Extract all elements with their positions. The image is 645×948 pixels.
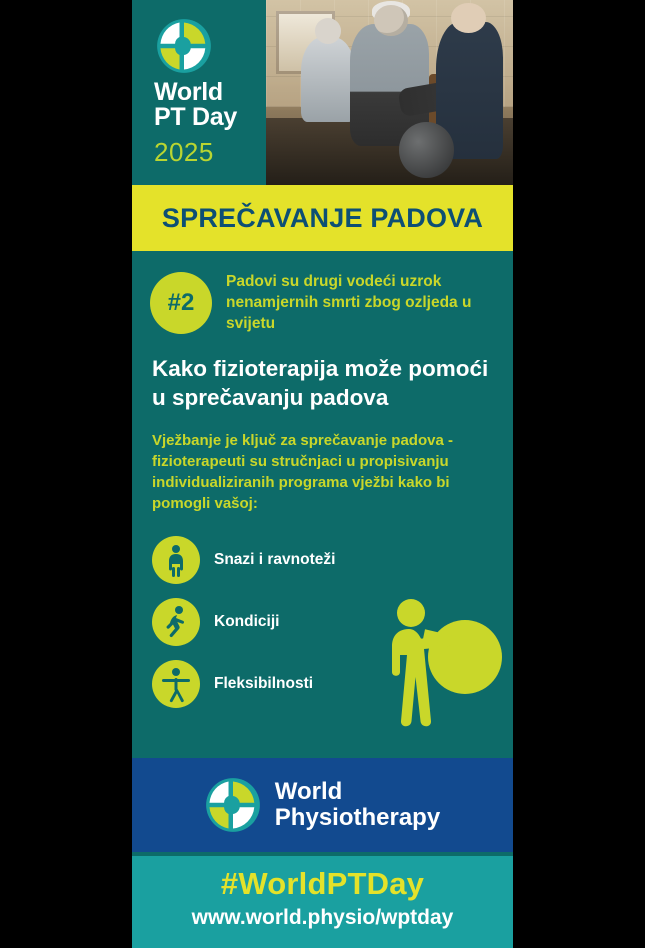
hashtag: #WorldPTDay [220, 866, 425, 901]
statistic-rank-badge: #2 [150, 272, 212, 334]
world-pt-day-logo [132, 0, 266, 185]
list-item [152, 536, 513, 584]
person-balance-icon [152, 536, 200, 584]
lead-paragraph: Vježbanje je ključ za sprečavanje padova - fizioterapeuti su stručnjaci u propisivanju individualiziranih programa vježbi kako bi pomogli vašoj: [152, 432, 453, 512]
wordmark-line2: PT Day [154, 103, 237, 131]
benefit-list [132, 514, 513, 708]
photo-exercise-ball [399, 122, 453, 178]
wordmark-line1: World [154, 78, 223, 106]
person-running-icon [152, 598, 200, 646]
header-photo [266, 0, 513, 185]
page-title: SPREČAVANJE PADOVA [161, 202, 484, 233]
world-pt-day-logo-mark [156, 18, 212, 74]
world-pt-day-wordmark [154, 80, 237, 130]
section-heading: Kako fizioterapija može pomoći u sprečavanju padova [152, 356, 489, 410]
person-stretching-icon [152, 660, 200, 708]
footer-bar [132, 856, 513, 948]
statistic-block [132, 255, 513, 334]
list-item-label: Snazi i ravnoteži [214, 551, 336, 568]
brand-line2: Physiotherapy [274, 804, 441, 831]
brand-line1: World [274, 778, 343, 805]
list-item-label: Fleksibilnosti [214, 675, 314, 692]
statistic-text: Padovi su drugi vodeći uzrok nenamjernih smrti zbog ozljeda u svijetu [226, 273, 472, 332]
logo-year: 2025 [154, 137, 214, 167]
poster-header [132, 0, 513, 185]
title-bar [132, 185, 513, 251]
poster-body [132, 255, 513, 758]
list-item-label: Kondiciji [214, 613, 280, 630]
world-physiotherapy-brand-bar [132, 758, 513, 852]
poster [132, 0, 513, 948]
website-url[interactable]: www.world.physio/wptday [191, 906, 454, 929]
list-item [152, 598, 513, 646]
world-physiotherapy-wordmark [275, 779, 440, 831]
photo-background-person [301, 37, 355, 122]
world-physiotherapy-logo-mark [205, 777, 261, 833]
list-item [152, 660, 513, 708]
